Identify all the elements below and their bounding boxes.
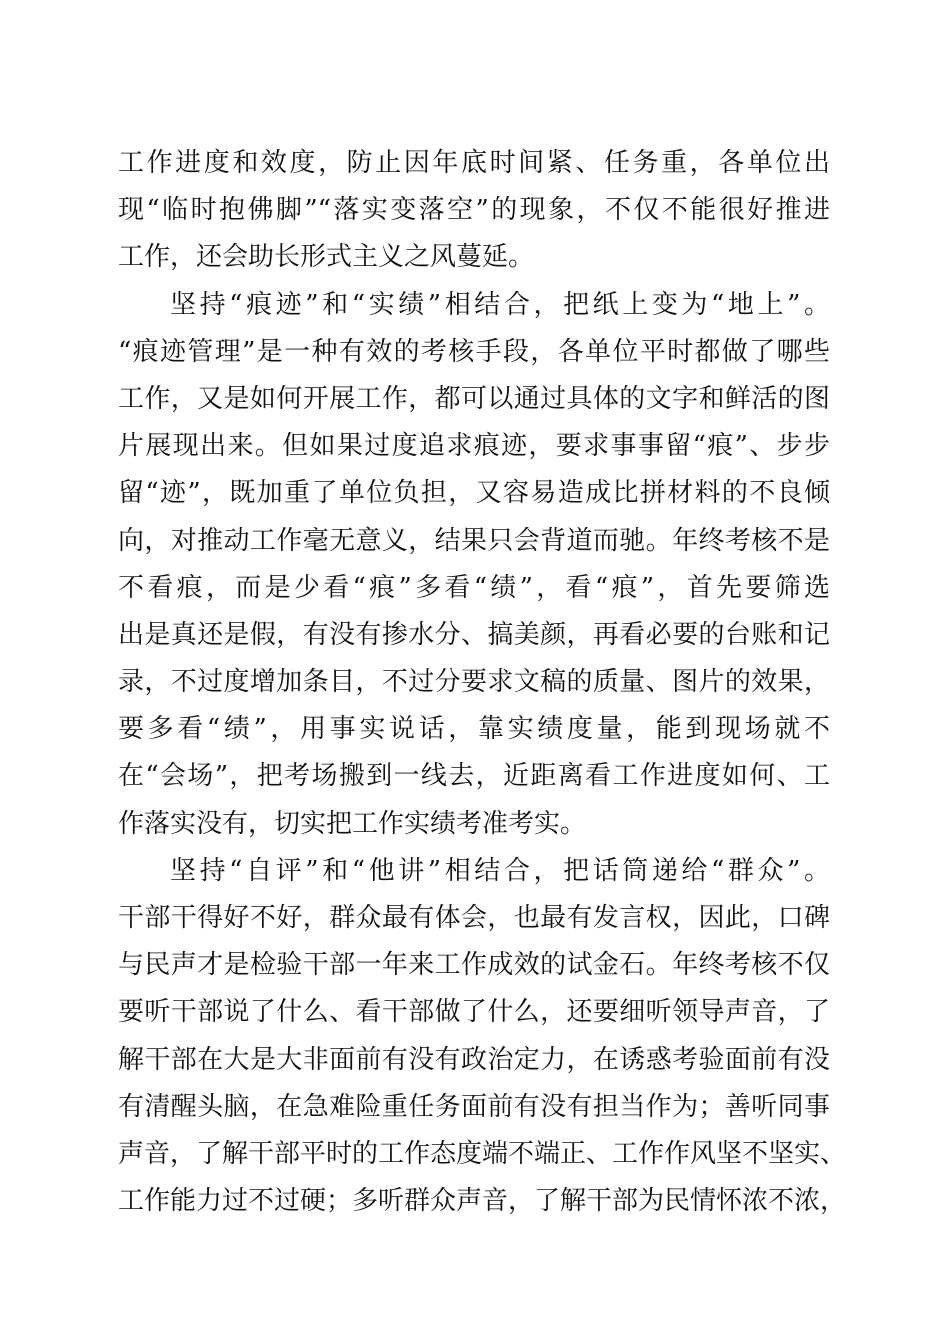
text-line: 作落实没有，切实把工作实绩考准考实。 bbox=[118, 808, 587, 839]
text-line: 录，不过度增加条目，不过分要求文稿的质量、图片的效果， bbox=[118, 667, 830, 698]
text-line: 留“迹”，既加重了单位负担，又容易造成比拼材料的不良倾 bbox=[118, 478, 830, 509]
text-line: 在“会场”，把考场搬到一线去，近距离看工作进度如何、工 bbox=[118, 761, 830, 792]
text-line: 工作进度和效度，防止因年底时间紧、任务重，各单位出 bbox=[118, 148, 830, 178]
text-line: 向，对推动工作毫无意义，结果只会背道而驰。年终考核不是 bbox=[118, 525, 830, 556]
paragraph-heading-line: 坚持“自评”和“他讲”相结合，把话筒递给“群众”。 bbox=[170, 855, 830, 886]
document-body bbox=[118, 140, 847, 1225]
text-line: 工作能力过不过硬；多听群众声音，了解干部为民情怀浓不浓， bbox=[118, 1186, 847, 1217]
text-line: 工作，又是如何开展工作，都可以通过具体的文字和鲜活的图 bbox=[118, 383, 830, 414]
text-line: 要多看“绩”，用事实说话，靠实绩度量，能到现场就不 bbox=[118, 714, 830, 745]
text-line: 要听干部说了什么、看干部做了什么，还要细听领导声音，了 bbox=[118, 997, 830, 1028]
text-line: 干部干得好不好，群众最有体会，也最有发言权，因此，口碑 bbox=[118, 903, 830, 933]
text-line: “痕迹管理”是一种有效的考核手段，各单位平时都做了哪些 bbox=[118, 336, 830, 367]
text-line: 解干部在大是大非面前有没有政治定力，在诱惑考验面前有没 bbox=[118, 1044, 830, 1075]
paragraph-continuation bbox=[118, 140, 830, 282]
text-line: 工作，还会助长形式主义之风蔓延。 bbox=[118, 242, 535, 273]
text-line: 与民声才是检验干部一年来工作成效的试金石。年终考核不仅 bbox=[118, 950, 830, 981]
paragraph-heading-line: 坚持“痕迹”和“实绩”相结合，把纸上变为“地上”。 bbox=[170, 289, 830, 320]
text-line: 声音，了解干部平时的工作态度端不端正、工作作风坚不坚实、 bbox=[118, 1138, 847, 1169]
text-line: 有清醒头脑，在急难险重任务面前有没有担当作为；善听同事 bbox=[118, 1091, 830, 1122]
paragraph-traces-and-results bbox=[118, 282, 830, 848]
text-line: 片展现出来。但如果过度追求痕迹，要求事事留“痕”、步步 bbox=[118, 431, 830, 462]
text-line: 出是真还是假，有没有掺水分、搞美颜，再看必要的台账和记 bbox=[118, 619, 830, 650]
text-line: 不看痕，而是少看“痕”多看“绩”，看“痕”，首先要筛选 bbox=[118, 572, 830, 603]
paragraph-self-and-others bbox=[118, 848, 847, 1226]
text-line: 现“临时抱佛脚”“落实变落空”的现象，不仅不能很好推进 bbox=[118, 195, 830, 226]
